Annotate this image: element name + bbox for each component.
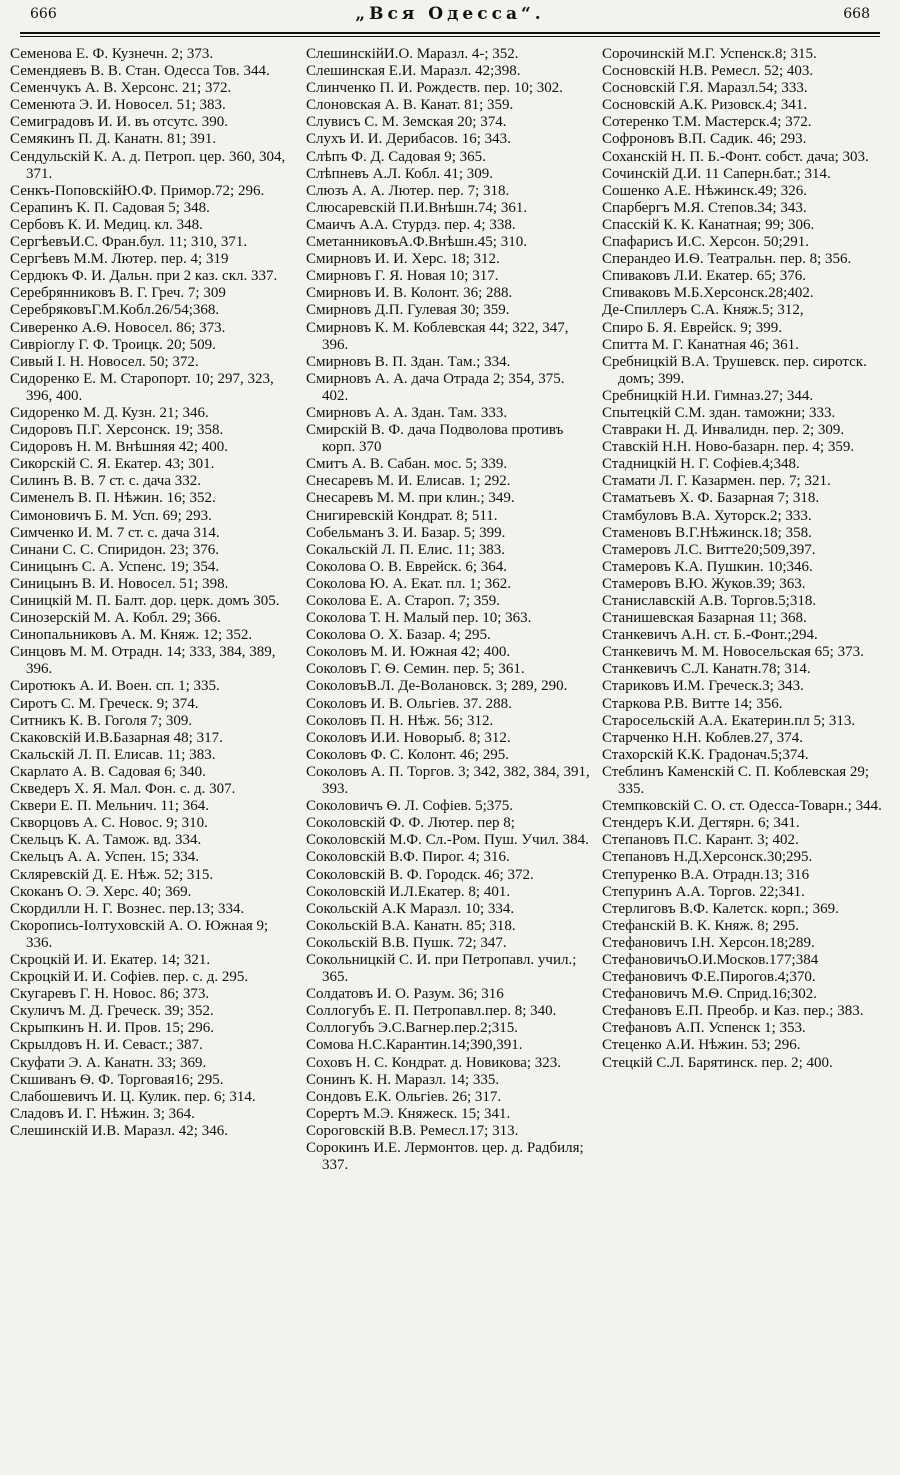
directory-entry: Слюсаревскій П.И.Внѣшн.74; 361.: [306, 199, 528, 216]
directory-entry: Сорокинъ И.Е. Лермонтов. цер. д. Радбиля; 337.: [306, 1140, 584, 1174]
directory-entry: Соколовъ М. И. Южная 42; 400.: [306, 644, 511, 661]
directory-entry: Степуренко В.А. Отрадн.13; 316: [602, 866, 810, 883]
directory-entry: Сороговскій В.В. Ремесл.17; 313.: [306, 1122, 519, 1139]
directory-entry: Сокальскій Л. П. Елис. 11; 383.: [306, 541, 506, 558]
directory-entry: Софроновъ В.П. Садик. 46; 293.: [602, 131, 807, 148]
directory-entry: Спиваковъ Л.И. Екатер. 65; 376.: [602, 268, 806, 285]
directory-entry: Сергѣевъ М.М. Лютер. пер. 4; 319: [10, 251, 229, 268]
directory-entry: Стадницкій Н. Г. Софіев.4;348.: [602, 456, 800, 473]
directory-entry: Стендеръ К.И. Дегтярн. 6; 341.: [602, 815, 800, 832]
directory-entry: Синани С. С. Спиридон. 23; 376.: [10, 541, 219, 558]
directory-entry: Стамбуловъ В.А. Хуторск.2; 333.: [602, 507, 812, 524]
directory-entry: Сладовъ И. Г. Нѣжин. 3; 364.: [10, 1105, 195, 1122]
directory-entry: Стаматьевъ Х. Ф. Базарная 7; 318.: [602, 490, 820, 507]
directory-entry: Станиславскій А.В. Торгов.5;318.: [602, 593, 817, 609]
directory-entry: Скугаревъ Г. Н. Новос. 86; 373.: [10, 986, 210, 1003]
directory-entry: Соколовъ И. В. Ольгіев. 37. 288.: [306, 695, 512, 712]
directory-entry: Соховъ Н. С. Кондрат. д. Новикова; 323.: [306, 1054, 562, 1071]
directory-entry: Снесаревъ М. М. при клин.; 349.: [306, 490, 515, 507]
directory-entry: Скрылдовъ Н. И. Севаст.; 387.: [10, 1037, 203, 1054]
directory-entry: Серапинъ К. П. Садовая 5; 348.: [10, 199, 210, 216]
directory-entry: Соколовскій Ф. Ф. Лютер. пер 8;: [306, 815, 515, 832]
directory-entry: Ситникъ К. В. Гоголя 7; 309.: [10, 712, 193, 729]
directory-entry: СлешинскійИ.О. Маразл. 4-; 352.: [306, 46, 519, 62]
column-middle: [306, 46, 592, 1456]
directory-entry: Сивый І. Н. Новосел. 50; 372.: [10, 353, 199, 370]
directory-entry: Собельманъ З. И. Базар. 5; 399.: [306, 524, 506, 541]
directory-entry: Скальскій Л. П. Елисав. 11; 383.: [10, 746, 216, 763]
directory-entry: Семенюта Э. И. Новосел. 51; 383.: [10, 97, 226, 114]
directory-entry: Станкевичъ А.Н. ст. Б.-Фонт.;294.: [602, 627, 818, 644]
directory-entry: Соколовъ А. П. Торгов. 3; 342, 382, 384, 391, 393.: [306, 763, 590, 798]
directory-entry: Симченко И. М. 7 ст. с. дача 314.: [10, 524, 220, 541]
directory-entry: Сидоренко Е. М. Старопорт. 10; 297, 323, 396, 400.: [10, 370, 274, 404]
directory-entry: Слинченко П. И. Рождеств. пер. 10; 302.: [306, 80, 563, 97]
directory-entry: Ставскій Н.Н. Ново-базарн. пер. 4; 359.: [602, 439, 855, 456]
directory-entry: Степановъ П.С. Карант. 3; 402.: [602, 832, 799, 849]
header-rule-thin: [20, 36, 880, 37]
directory-entry: Сорочинскій М.Г. Успенск.8; 315.: [602, 46, 817, 62]
directory-entry: Снесаревъ М. И. Елисав. 1; 292.: [306, 473, 511, 490]
directory-entry: Скуличъ М. Д. Греческ. 39; 352.: [10, 1003, 214, 1020]
directory-entry: СметанниковъА.Ф.Внѣшн.45; 310.: [306, 234, 527, 251]
directory-entry: Снигиревскій Кондрат. 8; 511.: [306, 507, 498, 524]
directory-entry: Синицкій М. П. Балт. дор. церк. домъ 305.: [10, 593, 280, 609]
directory-entry: Синопальниковъ А. М. Княж. 12; 352.: [10, 627, 253, 644]
directory-entry: Стемпковскій С. О. ст. Одесса-Товарн.; 344.: [602, 798, 882, 815]
directory-entry: Соколовскій В.Ф. Пирог. 4; 316.: [306, 849, 510, 866]
directory-entry: Слешинскій И.В. Маразл. 42; 346.: [10, 1122, 228, 1139]
directory-entry: СергѣевъИ.С. Фран.бул. 11; 310, 371.: [10, 234, 248, 251]
directory-entry: Смирновъ И. И. Херс. 18; 312.: [306, 251, 500, 268]
directory-entry: Слюзъ А. А. Лютер. пер. 7; 318.: [306, 182, 510, 199]
directory-entry: Сосновскій Н.В. Ремесл. 52; 403.: [602, 63, 814, 80]
directory-entry: Смирновъ Г. Я. Новая 10; 317.: [306, 268, 499, 285]
directory-entry: Сименелъ В. П. Нѣжин. 16; 352.: [10, 490, 216, 507]
directory-entry: Смирновъ К. М. Коблевская 44; 322, 347, 396.: [306, 319, 569, 353]
directory-entry: Соллогубъ Э.С.Вагнер.пер.2;315.: [306, 1020, 519, 1037]
directory-entry: Скляревскій Д. Е. Нѣж. 52; 315.: [10, 866, 214, 883]
directory-entry: Сердюкъ Ф. И. Дальн. при 2 каз. скл. 337.: [10, 268, 278, 285]
directory-entry: Синозерскій М. А. Кобл. 29; 366.: [10, 610, 221, 627]
directory-entry: Скордилли Н. Г. Вознес. пер.13; 334.: [10, 900, 245, 917]
directory-entry: Стерлиговъ В.Ф. Калетск. корп.; 369.: [602, 900, 839, 917]
directory-entry: Соколовъ Ф. С. Колонт. 46; 295.: [306, 746, 510, 763]
entry-columns: [10, 46, 890, 1456]
left-page-number: 666: [30, 6, 57, 22]
directory-entry: Стаменовъ В.Г.Нѣжинск.18; 358.: [602, 524, 812, 541]
directory-entry: Сиротюкъ А. И. Воен. сп. 1; 335.: [10, 678, 220, 695]
page-header: [20, 4, 880, 30]
directory-entry: Сокольскій В.А. Канатн. 85; 318.: [306, 917, 516, 934]
directory-entry: Соколовъ П. Н. Нѣж. 56; 312.: [306, 712, 494, 729]
directory-entry: Стефановичъ Ф.Е.Пирогов.4;370.: [602, 969, 816, 986]
directory-entry: Степуринъ А.А. Торгов. 22;341.: [602, 883, 805, 900]
directory-entry: Стеценко А.И. Нѣжин. 53; 296.: [602, 1037, 801, 1054]
directory-entry: Соколова О. В. Еврейск. 6; 364.: [306, 558, 507, 575]
directory-entry: Сонинъ К. Н. Маразл. 14; 335.: [306, 1071, 500, 1088]
directory-entry: Сосновскій Г.Я. Маразл.54; 333.: [602, 80, 808, 97]
directory-entry: Спарбергъ М.Я. Степов.34; 343.: [602, 199, 807, 216]
directory-entry: Спафарисъ И.С. Херсон. 50;291.: [602, 234, 809, 251]
directory-entry: Сквери Е. П. Мельнич. 11; 364.: [10, 798, 210, 815]
directory-entry: Соколова Е. А. Староп. 7; 359.: [306, 593, 501, 609]
directory-entry: Сиверенко А.Ѳ. Новосел. 86; 373.: [10, 319, 226, 336]
directory-entry: Семендяевъ В. В. Стан. Одесса Тов. 344.: [10, 63, 270, 80]
directory-entry: Соколовскій И.Л.Екатер. 8; 401.: [306, 883, 511, 900]
directory-entry: Стефановъ Е.П. Преобр. и Каз. пер.; 383.: [602, 1003, 864, 1020]
directory-entry: Силинъ В. В. 7 ст. с. дача 332.: [10, 473, 201, 490]
directory-entry: Семиградовъ И. И. въ отсутс. 390.: [10, 114, 229, 131]
directory-entry: Скроцкій И. И. Екатер. 14; 321.: [10, 951, 211, 968]
directory-entry: Сивріоглу Г. Ф. Троицк. 20; 509.: [10, 336, 216, 353]
directory-entry: Скведеръ Х. Я. Мал. Фон. с. д. 307.: [10, 781, 236, 798]
directory-entry: Стефановъ А.П. Успенск 1; 353.: [602, 1020, 806, 1037]
directory-entry: Сидоровъ П.Г. Херсонск. 19; 358.: [10, 422, 224, 439]
directory-entry: Де-Спиллеръ С.А. Княж.5; 312,: [602, 302, 804, 319]
directory-entry: Серебрянниковъ В. Г. Греч. 7; 309: [10, 285, 226, 302]
directory-entry: Смирновъ В. П. Здан. Там.; 334.: [306, 353, 511, 370]
directory-entry: Стефанскій В. К. Княж. 8; 295.: [602, 917, 799, 934]
directory-entry: Сошенко А.Е. Нѣжинск.49; 326.: [602, 182, 808, 199]
directory-entry: Скоканъ О. Э. Херс. 40; 369.: [10, 883, 192, 900]
directory-entry: Скельцъ К. А. Тамож. вд. 334.: [10, 832, 202, 849]
directory-entry: Стефановичъ М.Ѳ. Сприд.16;302.: [602, 986, 818, 1003]
directory-entry: Соколова Т. Н. Малый пер. 10; 363.: [306, 610, 532, 627]
directory-entry: Синицынъ С. А. Успенс. 19; 354.: [10, 558, 220, 575]
directory-entry: Стефановичъ І.Н. Херсон.18;289.: [602, 934, 815, 951]
directory-entry: Спасскій К. К. Канатная; 99; 306.: [602, 216, 815, 233]
directory-entry: Спиро Б. Я. Еврейск. 9; 399.: [602, 319, 782, 336]
directory-entry: Скарлато А. В. Садовая 6; 340.: [10, 763, 206, 780]
directory-entry: Смирновъ Д.П. Гулевая 30; 359.: [306, 302, 510, 319]
running-title: „Вся Одесса“.: [355, 4, 545, 24]
directory-entry: Слѣпъ Ф. Д. Садовая 9; 365.: [306, 148, 486, 165]
directory-entry: Сокольскій В.В. Пушк. 72; 347.: [306, 934, 507, 951]
directory-entry: Смирновъ И. В. Колонт. 36; 288.: [306, 285, 513, 302]
directory-entry: Сребницкій Н.И. Гимназ.27; 344.: [602, 387, 814, 404]
column-right: [602, 46, 888, 1456]
directory-entry: Сикорскій С. Я. Екатер. 43; 301.: [10, 456, 215, 473]
directory-entry: Слоновская А. В. Канат. 81; 359.: [306, 97, 514, 114]
directory-entry: Стамеровъ Л.С. Витте20;509,397.: [602, 541, 816, 558]
directory-entry: Спытецкій С.М. здан. таможни; 333.: [602, 404, 836, 421]
directory-entry: Синицынъ В. И. Новосел. 51; 398.: [10, 575, 229, 592]
directory-entry: Слабошевичъ И. Ц. Кулик. пер. 6; 314.: [10, 1088, 256, 1105]
directory-entry: Соколовскій М.Ф. Сл.-Ром. Пуш. Учил. 384.: [306, 832, 589, 849]
directory-entry: Станишевская Базарная 11; 368.: [602, 610, 807, 627]
directory-entry: Семякинъ П. Д. Канатн. 81; 391.: [10, 131, 217, 148]
directory-entry: Сидоренко М. Д. Кузн. 21; 346.: [10, 404, 209, 421]
directory-entry: Старченко Н.Н. Коблев.27, 374.: [602, 729, 803, 746]
directory-entry: Семенова Е. Ф. Кузнечн. 2; 373.: [10, 46, 214, 62]
directory-entry: Семенчукъ А. В. Херсонс. 21; 372.: [10, 80, 232, 97]
directory-entry: Соколовъ Г. Ѳ. Семин. пер. 5; 361.: [306, 661, 525, 678]
directory-entry: Стецкій С.Л. Барятинск. пер. 2; 400.: [602, 1054, 833, 1071]
directory-entry: Ставраки Н. Д. Инвалидн. пер. 2; 309.: [602, 422, 845, 439]
directory-entry: Стамати Л. Г. Казармен. пер. 7; 321.: [602, 473, 831, 490]
directory-entry: Сендульскій К. А. д. Петроп. цер. 360, 304, 371.: [10, 148, 286, 182]
directory-entry: Скоропись-Іолтуховскій А. О. Южная 9; 336.: [10, 917, 269, 951]
directory-entry: Старосельскій А.А. Екатерин.пл 5; 313.: [602, 712, 856, 729]
directory-entry: Соколова Ю. А. Екат. пл. 1; 362.: [306, 575, 511, 592]
directory-entry: Солдатовъ И. О. Разум. 36; 316: [306, 986, 504, 1003]
directory-entry: Смирскій В. Ф. дача Подволова противъ корп. 370: [306, 422, 564, 456]
directory-entry: Симоновичъ Б. М. Усп. 69; 293.: [10, 507, 212, 524]
directory-entry: Соколовскій В. Ф. Городск. 46; 372.: [306, 866, 534, 883]
directory-entry: Сербовъ К. И. Медиц. кл. 348.: [10, 216, 203, 233]
directory-entry: Сотеренко Т.М. Мастерск.4; 372.: [602, 114, 812, 131]
directory-entry: СоколовъВ.Л. Де-Волановск. 3; 289, 290.: [306, 678, 568, 695]
directory-entry: Скаковскій И.В.Базарная 48; 317.: [10, 729, 223, 746]
directory-entry: Стамеровъ В.Ю. Жуков.39; 363.: [602, 575, 806, 592]
directory-entry: Стариковъ И.М. Греческ.3; 343.: [602, 678, 804, 695]
directory-entry: Спитта М. Г. Канатная 46; 361.: [602, 336, 799, 353]
directory-entry: Стеблинъ Каменскій С. П. Коблевская 29; 335.: [602, 763, 870, 798]
directory-entry: Соханскій Н. П. Б.-Фонт. собст. дача; 303.: [602, 148, 869, 165]
directory-entry: Слувисъ С. М. Земская 20; 374.: [306, 114, 507, 131]
directory-entry: Соколова О. Х. Базар. 4; 295.: [306, 627, 491, 644]
directory-entry: Сондовъ Е.К. Ольгіев. 26; 317.: [306, 1088, 502, 1105]
directory-entry: Смитъ А. В. Сабан. мос. 5; 339.: [306, 456, 508, 473]
directory-entry: Скроцкій И. И. Софіев. пер. с. д. 295.: [10, 969, 249, 986]
directory-entry: Спиваковъ М.Б.Херсонск.28;402.: [602, 285, 814, 302]
directory-entry: Скрыпкинъ Н. И. Пров. 15; 296.: [10, 1020, 214, 1037]
directory-entry: Смирновъ А. А. Здан. Там. 333.: [306, 404, 508, 421]
directory-entry: Слѣпневъ А.Л. Кобл. 41; 309.: [306, 165, 493, 182]
directory-entry: Сребницкій В.А. Трушевск. пер. сиротск. домъ; 399.: [602, 353, 867, 387]
directory-entry: Скельцъ А. А. Успен. 15; 334.: [10, 849, 199, 866]
directory-entry: Синцовъ М. М. Отрадн. 14; 333, 384, 389, 396.: [10, 644, 276, 678]
directory-entry: Сенкъ-ПоповскійЮ.Ф. Примор.72; 296.: [10, 182, 265, 199]
directory-entry: Станкевичъ М. М. Новосельская 65; 373.: [602, 644, 864, 661]
directory-entry: СеребряковъГ.М.Кобл.26/54;368.: [10, 302, 220, 319]
directory-entry: Слухъ И. И. Дерибасов. 16; 343.: [306, 131, 511, 148]
directory-entry: Стамеровъ К.А. Пушкин. 10;346.: [602, 558, 813, 575]
directory-entry: Сокольницкій С. И. при Петропавл. учил.; 365.: [306, 951, 577, 986]
directory-entry: Скшиванъ Ѳ. Ф. Торговая16; 295.: [10, 1071, 224, 1088]
directory-entry: Соколовичъ Ѳ. Л. Софіев. 5;375.: [306, 798, 514, 815]
directory-entry: Соллогубъ Е. П. Петропавл.пер. 8; 340.: [306, 1003, 557, 1020]
directory-entry: Сиротъ С. М. Греческ. 9; 374.: [10, 695, 199, 712]
directory-entry: Скуфати Э. А. Канатн. 33; 369.: [10, 1054, 207, 1071]
column-left: [10, 46, 296, 1456]
header-rule: [20, 32, 880, 34]
directory-entry: Сокольскій А.К Маразл. 10; 334.: [306, 900, 515, 917]
directory-entry: Скворцовъ А. С. Новос. 9; 310.: [10, 815, 208, 832]
directory-entry: Сперандео И.Ѳ. Театральн. пер. 8; 356.: [602, 251, 852, 268]
directory-entry: Сосновскій А.К. Ризовск.4; 341.: [602, 97, 808, 114]
directory-entry: Соколовъ И.И. Новорыб. 8; 312.: [306, 729, 511, 746]
directory-entry: Сочинскій Д.И. 11 Саперн.бат.; 314.: [602, 165, 831, 182]
directory-entry: Смаичъ А.А. Стурдз. пер. 4; 338.: [306, 216, 516, 233]
directory-entry: Старкова Р.В. Витте 14; 356.: [602, 695, 783, 712]
directory-entry: Сидоровъ Н. М. Внѣшняя 42; 400.: [10, 439, 229, 456]
directory-entry: Стахорскій К.К. Градонач.5;374.: [602, 746, 809, 763]
right-page-number: 668: [843, 6, 870, 22]
directory-entry: Слешинская Е.И. Маразл. 42;398.: [306, 63, 521, 80]
directory-entry: Сомова Н.С.Карантин.14;390,391.: [306, 1037, 523, 1054]
directory-entry: Смирновъ А. А. дача Отрада 2; 354, 375. 402.: [306, 370, 565, 404]
directory-entry: Степановъ Н.Д.Херсонск.30;295.: [602, 849, 813, 866]
directory-entry: СтефановичъО.И.Москов.177;384: [602, 951, 819, 968]
directory-entry: Станкевичъ С.Л. Канатн.78; 314.: [602, 661, 811, 678]
directory-entry: Сорертъ М.Э. Княжеск. 15; 341.: [306, 1105, 511, 1122]
